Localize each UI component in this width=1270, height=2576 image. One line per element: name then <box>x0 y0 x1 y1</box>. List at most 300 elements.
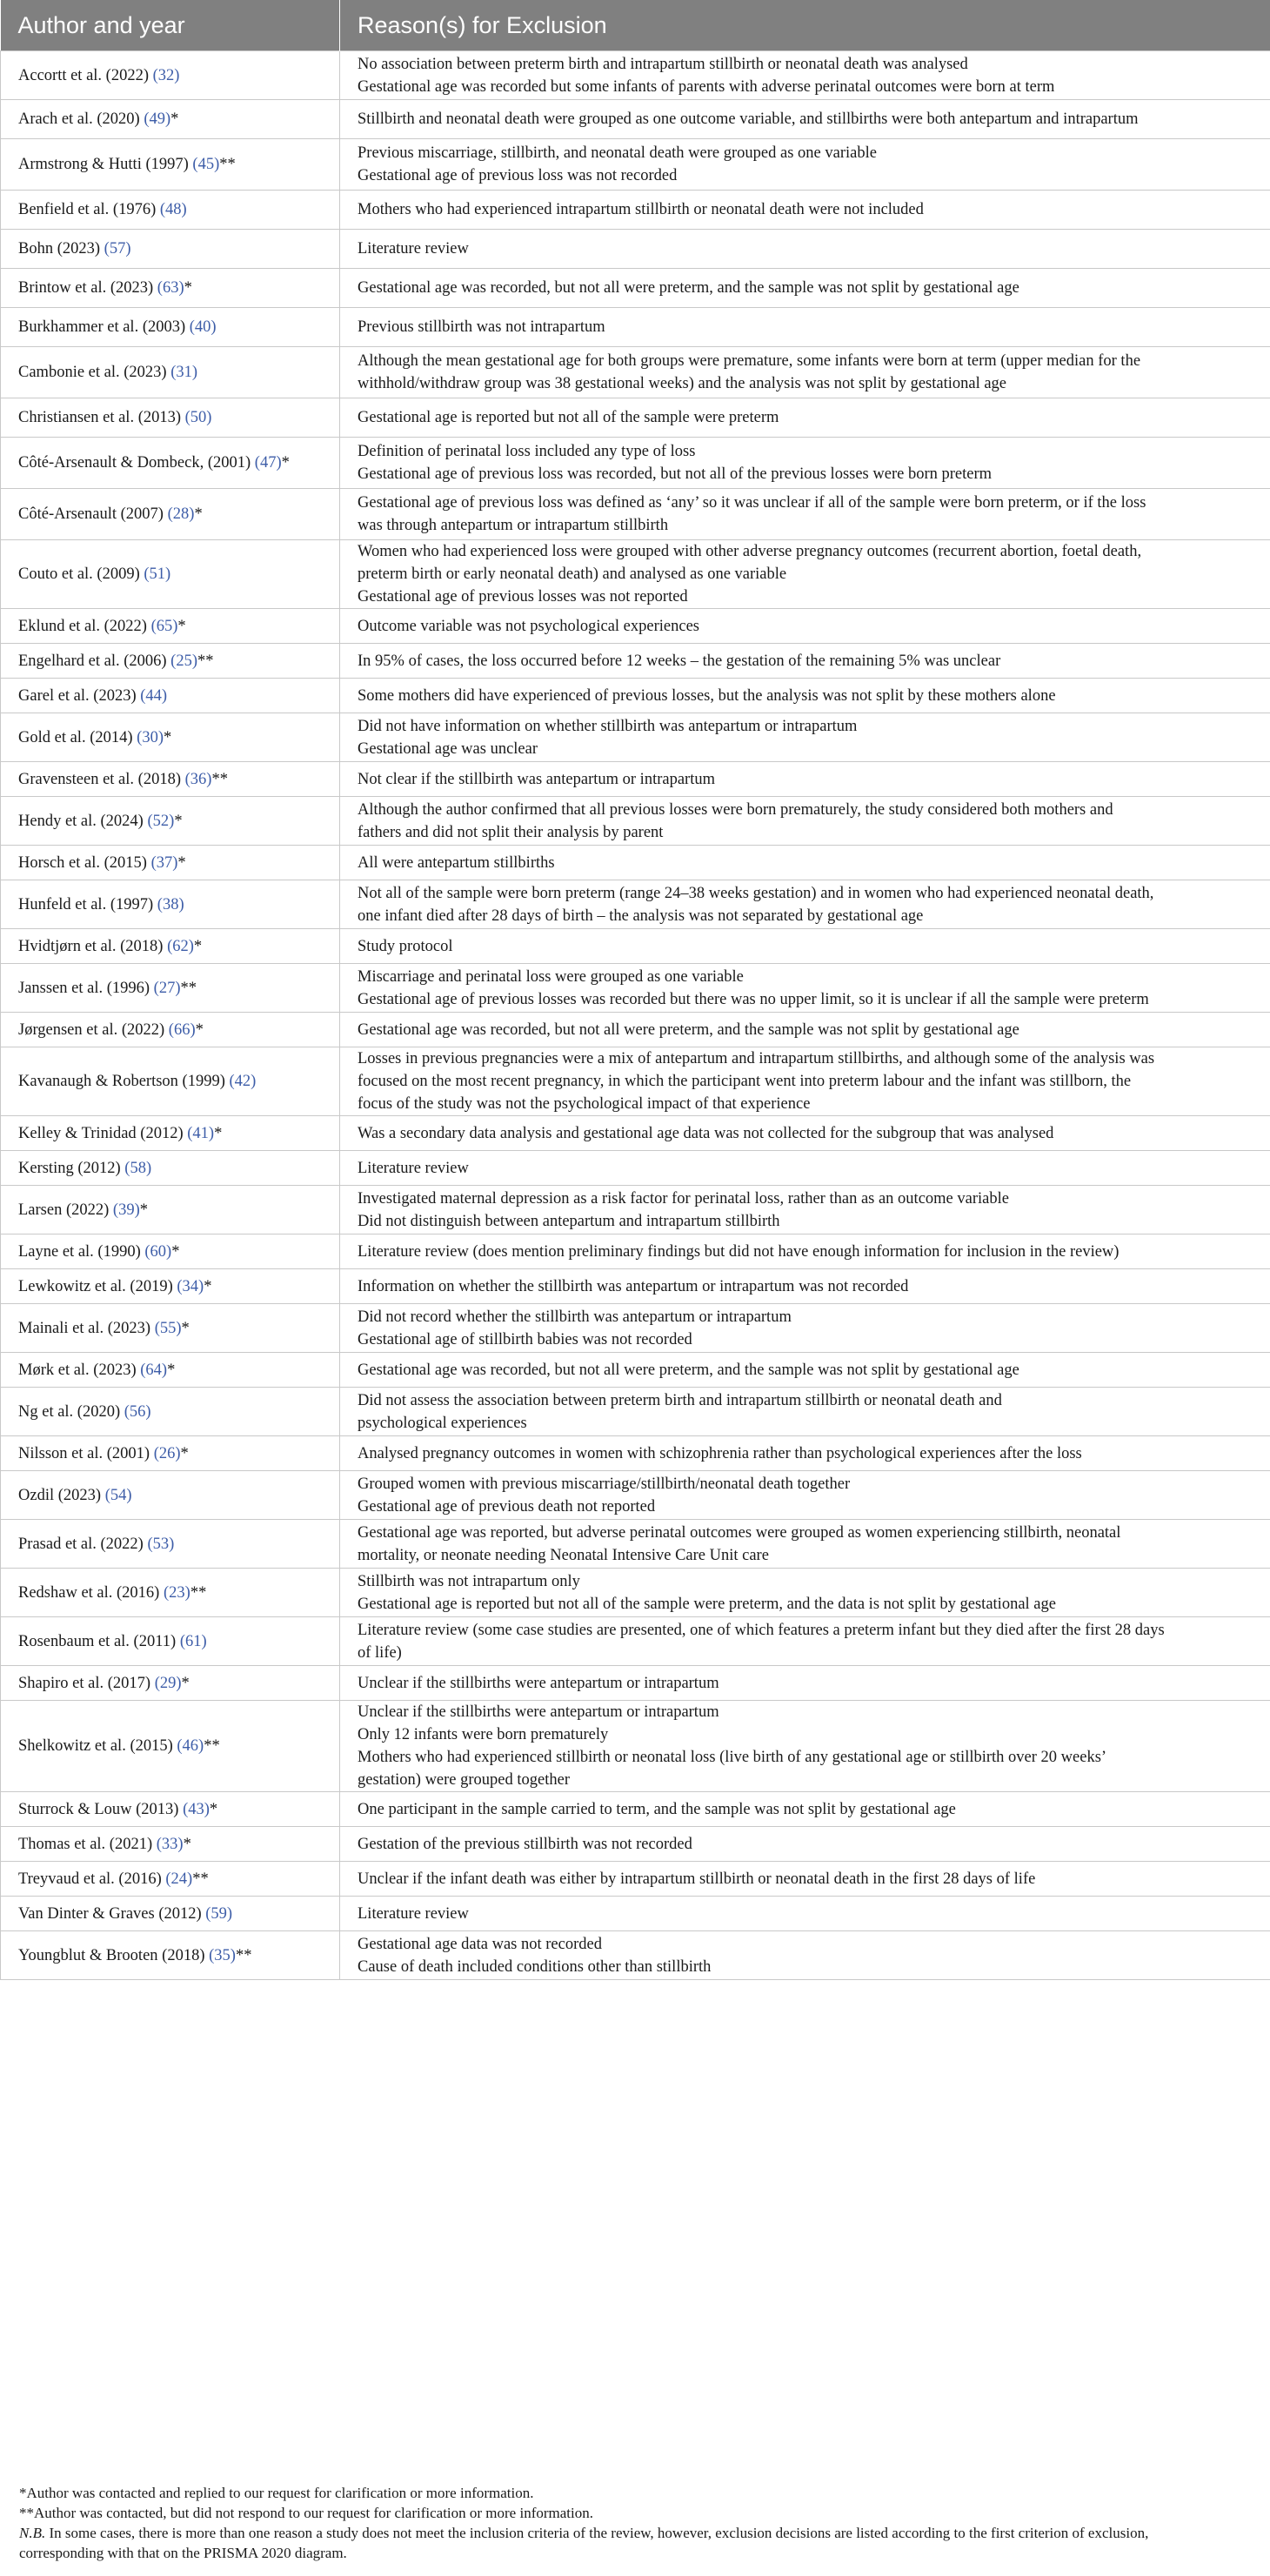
author-name: Hendy et al. (2024) <box>18 812 148 830</box>
author-name: Côté-Arsenault & Dombeck, (2001) <box>18 454 255 472</box>
author-year-cell <box>1 398 340 438</box>
reason-line: All were antepartum stillbirths <box>358 853 555 872</box>
contact-mark: * <box>171 1242 180 1261</box>
author-year-cell <box>1 1047 340 1116</box>
author-name: Jørgensen et al. (2022) <box>18 1020 169 1039</box>
author-year-cell <box>1 1304 340 1353</box>
author-name: Thomas et al. (2021) <box>18 1835 157 1853</box>
author-name: Gold et al. (2014) <box>18 728 137 746</box>
contact-mark: * <box>214 1124 223 1142</box>
exclusion-reason-cell <box>340 1186 1270 1234</box>
author-name: Shelkowitz et al. (2015) <box>18 1737 177 1755</box>
author-year-cell <box>1 1234 340 1269</box>
table-row <box>1 308 1270 347</box>
reference-link[interactable]: (50) <box>184 409 212 426</box>
footnote-nb <box>19 2523 1254 2543</box>
author-year-cell <box>1 1388 340 1436</box>
reason-line: Literature review (some case studies are presented, one of which features a preterm infant but they died after the first 28 days <box>358 1621 1165 1639</box>
author-year-cell <box>1 1353 340 1388</box>
exclusion-reason-cell <box>340 1701 1270 1792</box>
exclusion-reason-cell <box>340 1388 1270 1436</box>
reason-line: Women who had experienced loss were grouped with other adverse pregnancy outcomes (recurrent abortion, foetal death, <box>358 543 1142 560</box>
reason-line: Information on whether the stillbirth was antepartum or intrapartum was not recorded <box>358 1277 909 1295</box>
table-row <box>1 1186 1270 1234</box>
author-year-cell <box>1 929 340 964</box>
author-year-cell <box>1 1569 340 1617</box>
reference-link[interactable]: (51) <box>144 565 171 583</box>
reference-link[interactable]: (27) <box>153 979 181 997</box>
reference-link[interactable]: (39) <box>112 1201 140 1219</box>
reason-line: Did not have information on whether stillbirth was antepartum or intrapartum <box>358 717 858 735</box>
reference-link[interactable]: (44) <box>140 686 168 705</box>
contact-mark: * <box>181 1674 190 1692</box>
reason-line: Losses in previous pregnancies were a mix of antepartum and intrapartum stillbirths, and although some of the analysis was <box>358 1050 1155 1067</box>
exclusion-reason-cell <box>340 230 1270 269</box>
reference-link[interactable]: (55) <box>154 1319 182 1337</box>
reason-line: Gestational age of previous losses was not reported <box>358 588 688 606</box>
contact-mark: * <box>183 1835 191 1853</box>
reason-line: Previous stillbirth was not intrapartum <box>358 318 605 336</box>
author-year-cell <box>1 1471 340 1520</box>
reference-link[interactable]: (48) <box>159 201 187 218</box>
contact-mark: * <box>163 728 172 746</box>
reason-line: Literature review <box>358 1904 469 1923</box>
contact-mark: ** <box>197 652 214 670</box>
author-year-cell <box>1 1186 340 1234</box>
reference-link[interactable]: (35) <box>209 1946 236 1964</box>
exclusion-reason-cell <box>340 762 1270 797</box>
reason-line: Did not distinguish between antepartum and intrapartum stillbirth <box>358 1212 780 1230</box>
reference-link[interactable]: (42) <box>229 1073 257 1090</box>
exclusion-reason-cell <box>340 308 1270 347</box>
author-name: Eklund et al. (2022) <box>18 617 151 635</box>
exclusion-reason-cell <box>340 880 1270 929</box>
contact-mark: ** <box>219 156 236 173</box>
reason-line: focused on the most recent pregnancy, in which the participant went into preterm labour and the infant was stillborn, the <box>358 1073 1132 1090</box>
reason-line: Some mothers did have experienced of previous losses, but the analysis was not split by these mothers alone <box>358 686 1056 705</box>
author-year-cell <box>1 308 340 347</box>
contact-mark: * <box>194 505 203 523</box>
reason-line: Gestational age was recorded, but not all were preterm, and the sample was not split by gestational age <box>358 1020 1019 1039</box>
contact-mark: * <box>170 110 179 128</box>
author-name: Lewkowitz et al. (2019) <box>18 1277 177 1295</box>
reason-line: Miscarriage and perinatal loss were grouped as one variable <box>358 967 744 986</box>
author-year-cell <box>1 230 340 269</box>
reason-line: of life) <box>358 1643 402 1662</box>
header-author-year: Author and year <box>1 0 340 51</box>
author-year-cell <box>1 1931 340 1980</box>
table-row <box>1 1436 1270 1471</box>
author-name: Nilsson et al. (2001) <box>18 1444 154 1462</box>
exclusion-reason-cell <box>340 398 1270 438</box>
table-row <box>1 1269 1270 1304</box>
author-name: Hunfeld et al. (1997) <box>18 895 157 913</box>
reason-line: Gestational age is reported but not all of the sample were preterm <box>358 409 779 426</box>
author-year-cell <box>1 1862 340 1897</box>
table-row <box>1 1862 1270 1897</box>
reason-line: Analysed pregnancy outcomes in women with schizophrenia rather than psychological experiences after the loss <box>358 1444 1082 1462</box>
table-row <box>1 713 1270 762</box>
author-year-cell <box>1 438 340 489</box>
exclusion-reason-cell <box>340 489 1270 540</box>
author-name: Garel et al. (2023) <box>18 686 141 705</box>
header-reasons: Reason(s) for Exclusion <box>340 0 1270 51</box>
table-row <box>1 1353 1270 1388</box>
reason-line: preterm birth or early neonatal death) and analysed as one variable <box>358 565 787 583</box>
author-year-cell <box>1 1827 340 1862</box>
reference-link[interactable]: (30) <box>137 728 164 746</box>
exclusion-reason-cell <box>340 1471 1270 1520</box>
reason-line: Did not assess the association between preterm birth and intrapartum stillbirth or neonatal death and <box>358 1391 1002 1409</box>
author-year-cell <box>1 1116 340 1151</box>
table-row <box>1 139 1270 191</box>
author-name: Rosenbaum et al. (2011) <box>18 1632 180 1650</box>
reference-link[interactable]: (61) <box>179 1632 207 1650</box>
author-name: Ng et al. (2020) <box>18 1402 124 1421</box>
reference-link[interactable]: (31) <box>170 364 198 381</box>
author-year-cell <box>1 713 340 762</box>
exclusion-reason-cell <box>340 1047 1270 1116</box>
reference-link[interactable]: (28) <box>167 505 195 523</box>
reference-link[interactable]: (57) <box>104 240 131 258</box>
table-row <box>1 269 1270 308</box>
table-row <box>1 1701 1270 1792</box>
author-name: Larsen (2022) <box>18 1201 113 1219</box>
author-name: Gravensteen et al. (2018) <box>18 770 185 788</box>
table-row <box>1 1388 1270 1436</box>
reference-link[interactable]: (34) <box>177 1277 204 1295</box>
table-row <box>1 1047 1270 1116</box>
author-year-cell <box>1 540 340 609</box>
reason-line: Gestational age of previous loss was not recorded <box>358 167 678 184</box>
exclusion-reason-cell <box>340 1617 1270 1666</box>
reason-line: Unclear if the stillbirths were antepartum or intrapartum <box>358 1674 719 1692</box>
reason-line: Literature review (does mention preliminary findings but did not have enough information for inclusion in the review) <box>358 1242 1120 1261</box>
exclusion-reason-cell <box>340 100 1270 139</box>
table-row <box>1 644 1270 679</box>
reference-link[interactable]: (25) <box>170 652 197 670</box>
exclusion-reason-cell <box>340 540 1270 609</box>
reason-line: Gestational age was unclear <box>358 739 538 758</box>
header-row <box>1 0 1270 51</box>
author-year-cell <box>1 609 340 644</box>
author-name: Côté-Arsenault (2007) <box>18 505 168 523</box>
table-row <box>1 1897 1270 1931</box>
author-year-cell <box>1 1666 340 1701</box>
author-name: Janssen et al. (1996) <box>18 979 154 997</box>
exclusion-reason-cell <box>340 1353 1270 1388</box>
author-name: Treyvaud et al. (2016) <box>18 1870 166 1888</box>
reference-link[interactable]: (49) <box>144 110 171 128</box>
contact-mark: * <box>139 1201 148 1219</box>
reason-line: Gestational age is reported but not all of the sample were preterm, and the data is not split by gestational age <box>358 1595 1056 1613</box>
reason-line: Although the mean gestational age for both groups were premature, some infants were born at term (upper median for the <box>358 352 1141 370</box>
author-name: Mainali et al. (2023) <box>18 1319 155 1337</box>
author-name: Accortt et al. (2022) <box>18 66 153 84</box>
exclusion-reason-cell <box>340 1436 1270 1471</box>
author-name: Kersting (2012) <box>18 1159 125 1177</box>
table-row <box>1 1013 1270 1047</box>
exclusion-reason-cell <box>340 1792 1270 1827</box>
author-year-cell <box>1 1792 340 1827</box>
reason-line: Gestational age was reported, but adverse perinatal outcomes were grouped as women experiencing stillbirth, neonatal <box>358 1523 1121 1542</box>
author-name: Cambonie et al. (2023) <box>18 364 171 381</box>
exclusion-reason-cell <box>340 929 1270 964</box>
reference-link[interactable]: (64) <box>140 1361 168 1379</box>
reference-link[interactable]: (37) <box>150 853 178 872</box>
author-name: Armstrong & Hutti (1997) <box>18 156 193 173</box>
table-row <box>1 762 1270 797</box>
reason-line: Definition of perinatal loss included any type of loss <box>358 443 696 460</box>
contact-mark: * <box>167 1361 176 1379</box>
reason-line: Investigated maternal depression as a risk factor for perinatal loss, rather than as an outcome variable <box>358 1189 1009 1208</box>
author-name: Sturrock & Louw (2013) <box>18 1800 184 1818</box>
reason-line: fathers and did not split their analysis by parent <box>358 823 664 841</box>
table-row <box>1 191 1270 230</box>
table-row <box>1 846 1270 880</box>
reference-link[interactable]: (43) <box>183 1800 210 1818</box>
reason-line: In 95% of cases, the loss occurred before 12 weeks – the gestation of the remaining 5% was unclear <box>358 652 1001 670</box>
reference-link[interactable]: (58) <box>124 1159 152 1177</box>
reference-link[interactable]: (45) <box>192 156 220 173</box>
table-row <box>1 1304 1270 1353</box>
reason-line: Study protocol <box>358 937 453 955</box>
author-name: Kavanaugh & Robertson (1999) <box>18 1073 230 1090</box>
footnote-contacted-no-reply: **Author was contacted, but did not respond to our request for clarification or more information. <box>19 2505 593 2521</box>
exclusion-reason-cell <box>340 964 1270 1013</box>
contact-mark: ** <box>190 1583 207 1602</box>
table-row <box>1 1520 1270 1569</box>
reason-line: Gestational age of previous loss was recorded, but not all of the previous losses were born preterm <box>358 465 993 483</box>
table-row <box>1 51 1270 100</box>
contact-mark: ** <box>204 1737 220 1755</box>
author-year-cell <box>1 1617 340 1666</box>
author-name: Redshaw et al. (2016) <box>18 1583 164 1602</box>
table-row <box>1 1792 1270 1827</box>
author-name: Van Dinter & Graves (2012) <box>18 1904 206 1923</box>
reason-line: Only 12 infants were born prematurely <box>358 1726 609 1743</box>
exclusion-reason-cell <box>340 1827 1270 1862</box>
exclusion-reason-cell <box>340 679 1270 713</box>
nb-text-1: In some cases, there is more than one reason a study does not meet the inclusion criteria of the review, however, exclusion decisions are listed according to the first criterion of exclusion, <box>45 2525 1149 2541</box>
reference-link[interactable]: (24) <box>165 1870 193 1888</box>
reference-link[interactable]: (56) <box>124 1402 151 1421</box>
author-year-cell <box>1 191 340 230</box>
reason-line: Gestational age was recorded, but not all were preterm, and the sample was not split by gestational age <box>358 279 1019 297</box>
reference-link[interactable]: (33) <box>156 1835 184 1853</box>
table-row <box>1 880 1270 929</box>
author-year-cell <box>1 489 340 540</box>
author-name: Couto et al. (2009) <box>18 565 144 583</box>
table-row <box>1 1116 1270 1151</box>
contact-mark: * <box>181 1319 190 1337</box>
reference-link[interactable]: (60) <box>144 1242 172 1261</box>
exclusion-reason-cell <box>340 1116 1270 1151</box>
author-year-cell <box>1 880 340 929</box>
table-row <box>1 964 1270 1013</box>
exclusion-reason-cell <box>340 797 1270 846</box>
author-name: Prasad et al. (2022) <box>18 1535 148 1553</box>
author-year-cell <box>1 1897 340 1931</box>
exclusion-reason-cell <box>340 51 1270 100</box>
author-year-cell <box>1 644 340 679</box>
reason-line: Not clear if the stillbirth was antepartum or intrapartum <box>358 770 715 788</box>
reference-link[interactable]: (46) <box>177 1737 204 1755</box>
reason-line: Mothers who had experienced intrapartum stillbirth or neonatal death were not included <box>358 201 924 218</box>
table-row <box>1 1666 1270 1701</box>
contact-mark: * <box>193 937 203 955</box>
table-row <box>1 1827 1270 1862</box>
exclusion-reason-cell <box>340 1897 1270 1931</box>
table-row <box>1 1234 1270 1269</box>
exclusion-reason-cell <box>340 1862 1270 1897</box>
author-name: Youngblut & Brooten (2018) <box>18 1946 210 1964</box>
table-row <box>1 609 1270 644</box>
table-row <box>1 1151 1270 1186</box>
reference-link[interactable]: (40) <box>189 318 217 336</box>
reason-line: Not all of the sample were born preterm (range 24–38 weeks gestation) and in women who had experienced neonatal death, <box>358 884 1154 902</box>
author-year-cell <box>1 964 340 1013</box>
author-name: Mørk et al. (2023) <box>18 1361 141 1379</box>
author-name: Brintow et al. (2023) <box>18 279 157 297</box>
reason-line: one infant died after 28 days of birth – the analysis was not separated by gestational age <box>358 907 924 925</box>
author-year-cell <box>1 1269 340 1304</box>
exclusion-reason-cell <box>340 1013 1270 1047</box>
footnote-contacted-replied: *Author was contacted and replied to our request for clarification or more information. <box>19 2485 534 2501</box>
table-row <box>1 230 1270 269</box>
reason-line: Grouped women with previous miscarriage/stillbirth/neonatal death together <box>358 1475 851 1493</box>
reason-line: Stillbirth was not intrapartum only <box>358 1572 580 1590</box>
reference-link[interactable]: (32) <box>152 66 180 84</box>
reference-link[interactable]: (62) <box>167 937 194 955</box>
table-header <box>1 0 1270 51</box>
footnote-nb-continued: corresponding with that on the PRISMA 2020 diagram. <box>19 2545 347 2561</box>
reference-link[interactable]: (59) <box>205 1904 233 1923</box>
reason-line: Gestation of the previous stillbirth was not recorded <box>358 1835 692 1853</box>
author-year-cell <box>1 269 340 308</box>
author-name: Arach et al. (2020) <box>18 110 144 128</box>
table-row <box>1 1617 1270 1666</box>
reference-link[interactable]: (26) <box>153 1444 181 1462</box>
table-row <box>1 398 1270 438</box>
author-name: Engelhard et al. (2006) <box>18 652 171 670</box>
reason-line: Literature review <box>358 240 469 258</box>
reference-link[interactable]: (54) <box>104 1486 132 1504</box>
exclusion-reason-cell <box>340 609 1270 644</box>
contact-mark: * <box>195 1020 204 1039</box>
reason-line: Unclear if the stillbirths were antepartum or intrapartum <box>358 1703 719 1721</box>
reason-line: was through antepartum or intrapartum stillbirth <box>358 517 669 534</box>
table-row <box>1 100 1270 139</box>
table-row <box>1 679 1270 713</box>
contact-mark: ** <box>211 770 228 788</box>
table-row <box>1 347 1270 398</box>
table-row <box>1 1931 1270 1980</box>
table-row <box>1 1471 1270 1520</box>
author-year-cell <box>1 797 340 846</box>
contact-mark: * <box>177 853 186 872</box>
table-body <box>1 51 1270 1980</box>
author-name: Burkhammer et al. (2003) <box>18 318 190 336</box>
contact-mark: * <box>281 454 290 472</box>
reason-line: No association between preterm birth and intrapartum stillbirth or neonatal death was analysed <box>358 55 968 73</box>
reason-line: Cause of death included conditions other than stillbirth <box>358 1957 712 1976</box>
author-name: Hvidtjørn et al. (2018) <box>18 937 168 955</box>
exclusion-reason-cell <box>340 438 1270 489</box>
author-year-cell <box>1 1701 340 1792</box>
exclusion-reason-cell <box>340 713 1270 762</box>
contact-mark: ** <box>180 979 197 997</box>
reference-link[interactable]: (29) <box>154 1674 182 1692</box>
exclusion-reason-cell <box>340 644 1270 679</box>
reference-link[interactable]: (63) <box>157 279 184 297</box>
reference-link[interactable]: (36) <box>184 770 212 788</box>
author-year-cell <box>1 762 340 797</box>
reference-link[interactable]: (52) <box>147 812 175 830</box>
reason-line: Mothers who had experienced stillbirth or neonatal loss (live birth of any gestational age or stillbirth over 20 weeks’ <box>358 1749 1107 1766</box>
reference-link[interactable]: (53) <box>147 1535 175 1553</box>
author-year-cell <box>1 1436 340 1471</box>
author-name: Kelley & Trinidad (2012) <box>18 1124 188 1142</box>
author-year-cell <box>1 347 340 398</box>
reason-line: Gestational age of previous death not reported <box>358 1497 656 1515</box>
reason-line: Did not record whether the stillbirth was antepartum or intrapartum <box>358 1308 792 1326</box>
reference-link[interactable]: (65) <box>150 617 178 635</box>
table-row <box>1 438 1270 489</box>
reference-link[interactable]: (66) <box>168 1020 196 1039</box>
author-year-cell <box>1 100 340 139</box>
contact-mark: * <box>177 617 186 635</box>
author-year-cell <box>1 679 340 713</box>
reason-line: Outcome variable was not psychological experiences <box>358 617 699 635</box>
contact-mark: * <box>174 812 183 830</box>
author-year-cell <box>1 139 340 191</box>
exclusion-reason-cell <box>340 1931 1270 1980</box>
reference-link[interactable]: (47) <box>254 454 282 472</box>
reason-line: focus of the study was not the psychological impact of that experience <box>358 1095 811 1113</box>
table-row <box>1 797 1270 846</box>
reason-line: One participant in the sample carried to term, and the sample was not split by gestational age <box>358 1800 956 1818</box>
reason-line: withhold/withdraw group was 38 gestational weeks) and the analysis was not split by gestational age <box>358 375 1007 392</box>
author-name: Horsch et al. (2015) <box>18 853 151 872</box>
exclusion-reason-cell <box>340 347 1270 398</box>
author-name: Shapiro et al. (2017) <box>18 1674 155 1692</box>
reason-line: Gestational age of previous loss was defined as ‘any’ so it was unclear if all of the sample were born preterm, or if the loss <box>358 494 1146 512</box>
author-name: Layne et al. (1990) <box>18 1242 145 1261</box>
author-year-cell <box>1 846 340 880</box>
author-name: Benfield et al. (1976) <box>18 201 160 218</box>
nb-label: N.B. <box>19 2525 46 2541</box>
reason-line: Unclear if the infant death was either by intrapartum stillbirth or neonatal death in the first 28 days of life <box>358 1870 1036 1888</box>
reason-line: Gestational age of stillbirth babies was not recorded <box>358 1330 692 1348</box>
author-year-cell <box>1 1520 340 1569</box>
reason-line: mortality, or neonate needing Neonatal Intensive Care Unit care <box>358 1546 769 1564</box>
reason-line: Gestational age data was not recorded <box>358 1935 602 1953</box>
exclusion-reason-cell <box>340 191 1270 230</box>
exclusion-reason-cell <box>340 846 1270 880</box>
reason-line: Gestational age was recorded but some infants of parents with adverse perinatal outcomes were born at term <box>358 77 1055 96</box>
reference-link[interactable]: (41) <box>187 1124 215 1142</box>
author-name: Christiansen et al. (2013) <box>18 409 185 426</box>
exclusion-reason-cell <box>340 1151 1270 1186</box>
author-name: Ozdil (2023) <box>18 1486 105 1504</box>
reference-link[interactable]: (23) <box>163 1583 190 1602</box>
reference-link[interactable]: (38) <box>157 895 184 913</box>
exclusion-reason-cell <box>340 269 1270 308</box>
exclusion-reason-cell <box>340 1520 1270 1569</box>
reason-line: Although the author confirmed that all previous losses were born prematurely, the study considered both mothers and <box>358 800 1113 819</box>
reason-line: gestation) were grouped together <box>358 1771 571 1789</box>
